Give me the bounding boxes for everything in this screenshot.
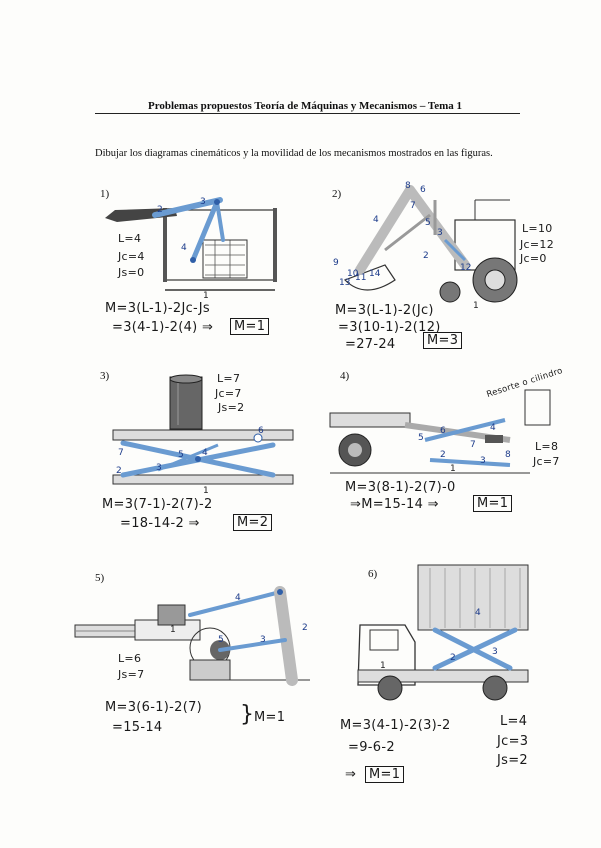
fig1-link-1: 1: [203, 291, 209, 301]
fig6-link-4: 4: [475, 608, 481, 618]
p5-equation-1: M=3(6-1)-2(7): [105, 700, 203, 715]
fig5-link-2: 2: [302, 623, 308, 633]
p2-equation-1: M=3(L-1)-2(Jc): [335, 303, 434, 318]
p5-var-Js: Js=7: [118, 668, 145, 681]
p3-var-L: L=7: [217, 372, 241, 385]
p1-equation-2: =3(4-1)-2(4) ⇒: [112, 320, 214, 335]
fig2-link-2: 2: [423, 251, 429, 261]
p4-result: M=1: [473, 495, 512, 512]
p2-equation-3: =27-24: [345, 337, 396, 352]
fig2-link-4: 4: [373, 215, 379, 225]
fig4-link-4: 4: [490, 423, 496, 433]
p2-var-Jc2: Jc=0: [520, 252, 547, 265]
p3-result: M=2: [233, 514, 272, 531]
problem-2-number: 2): [332, 188, 342, 200]
p1-result: M=1: [230, 318, 269, 335]
p6-arrow: ⇒: [345, 767, 357, 782]
fig3-link-7: 7: [118, 448, 124, 458]
fig3-link-6: 6: [258, 426, 264, 436]
p2-equation-2: =3(10-1)-2(12): [338, 320, 441, 335]
fig5-link-1: 1: [170, 625, 176, 635]
fig4-link-5: 5: [418, 433, 424, 443]
fig2-link-9: 9: [333, 258, 339, 268]
problem-4-number: 4): [340, 370, 350, 382]
problem-6-number: 6): [368, 568, 378, 580]
fig3-link-4: 4: [202, 448, 208, 458]
p4-var-Jc: Jc=7: [533, 455, 560, 468]
fig6-link-3: 3: [492, 647, 498, 657]
fig2-link-1: 1: [473, 301, 479, 311]
figure-5-mechanism: [70, 580, 310, 695]
p1-var-Js: Js=0: [118, 266, 145, 279]
p5-result: M=1: [254, 710, 286, 725]
fig3-link-3: 3: [156, 463, 162, 473]
p6-result: M=1: [365, 766, 404, 783]
problem-3-number: 3): [100, 370, 110, 382]
p2-var-L: L=10: [522, 222, 553, 235]
p5-var-L: L=6: [118, 652, 142, 665]
fig2-link-14: 14: [369, 269, 381, 279]
p4-annotation: Resorte o cilindro: [485, 365, 565, 401]
p2-result: M=3: [423, 332, 462, 349]
p1-var-L: L=4: [118, 232, 142, 245]
fig1-link-3: 3: [200, 197, 206, 207]
problem-1-number: 1): [100, 188, 110, 200]
fig5-link-5: 5: [218, 635, 224, 645]
fig3-link-5: 5: [178, 450, 184, 460]
fig2-link-7: 7: [410, 201, 416, 211]
figure-2-mechanism: [325, 180, 525, 310]
fig2-link-11: 11: [355, 273, 367, 283]
p3-var-Jc: Jc=7: [215, 387, 242, 400]
p3-var-Js: Js=2: [218, 401, 245, 414]
p6-var-L: L=4: [500, 714, 528, 729]
p4-var-L: L=8: [535, 440, 559, 453]
p5-equation-2: =15-14: [112, 720, 163, 735]
fig3-link-1: 1: [203, 486, 209, 496]
fig5-link-4: 4: [235, 593, 241, 603]
fig4-link-2: 2: [440, 450, 446, 460]
p5-brace: }: [240, 702, 255, 727]
figure-1-mechanism: [95, 190, 295, 300]
fig2-link-3: 3: [437, 228, 443, 238]
fig5-link-3: 3: [260, 635, 266, 645]
fig1-link-2: 2: [157, 205, 163, 215]
fig2-link-13: 13: [339, 278, 351, 288]
p1-equation-1: M=3(L-1)-2Jc-Js: [105, 301, 210, 316]
p6-var-Js: Js=2: [497, 753, 528, 768]
p6-equation-2: =9-6-2: [348, 740, 395, 755]
fig4-link-1: 1: [450, 464, 456, 474]
fig2-link-12: 12: [460, 263, 472, 273]
figure-6-mechanism: [350, 560, 540, 710]
p6-equation-1: M=3(4-1)-2(3)-2: [340, 718, 451, 733]
problem-5-number: 5): [95, 572, 105, 584]
fig6-link-2: 2: [450, 653, 456, 663]
fig3-link-2: 2: [116, 466, 122, 476]
p3-equation-1: M=3(7-1)-2(7)-2: [102, 497, 213, 512]
fig2-link-10: 10: [347, 269, 359, 279]
fig1-link-4: 4: [181, 243, 187, 253]
p3-equation-2: =18-14-2 ⇒: [120, 516, 200, 531]
fig2-link-5: 5: [425, 218, 431, 228]
p6-var-Jc: Jc=3: [497, 734, 529, 749]
p1-var-Jc: Jc=4: [118, 250, 145, 263]
fig4-link-8: 8: [505, 450, 511, 460]
figure-4-mechanism: [330, 385, 530, 475]
p2-var-Jc: Jc=12: [520, 238, 555, 251]
p4-equation-2: ⇒M=15-14 ⇒: [350, 497, 439, 512]
fig4-link-6: 6: [440, 426, 446, 436]
fig6-link-1: 1: [380, 661, 386, 671]
fig4-link-3: 3: [480, 456, 486, 466]
page-header: Problemas propuestos Teoría de Máquinas y Mecanismos – Tema 1: [147, 100, 463, 112]
fig4-link-7: 7: [470, 440, 476, 450]
figure-3-mechanism: [108, 375, 308, 495]
fig2-link-8: 8: [405, 181, 411, 191]
fig2-link-6: 6: [420, 185, 426, 195]
instructions: Dibujar los diagramas cinemáticos y la movilidad de los mecanismos mostrados en las figuras.: [95, 148, 493, 159]
p4-equation-1: M=3(8-1)-2(7)-0: [345, 480, 456, 495]
header-rule: [95, 113, 520, 114]
